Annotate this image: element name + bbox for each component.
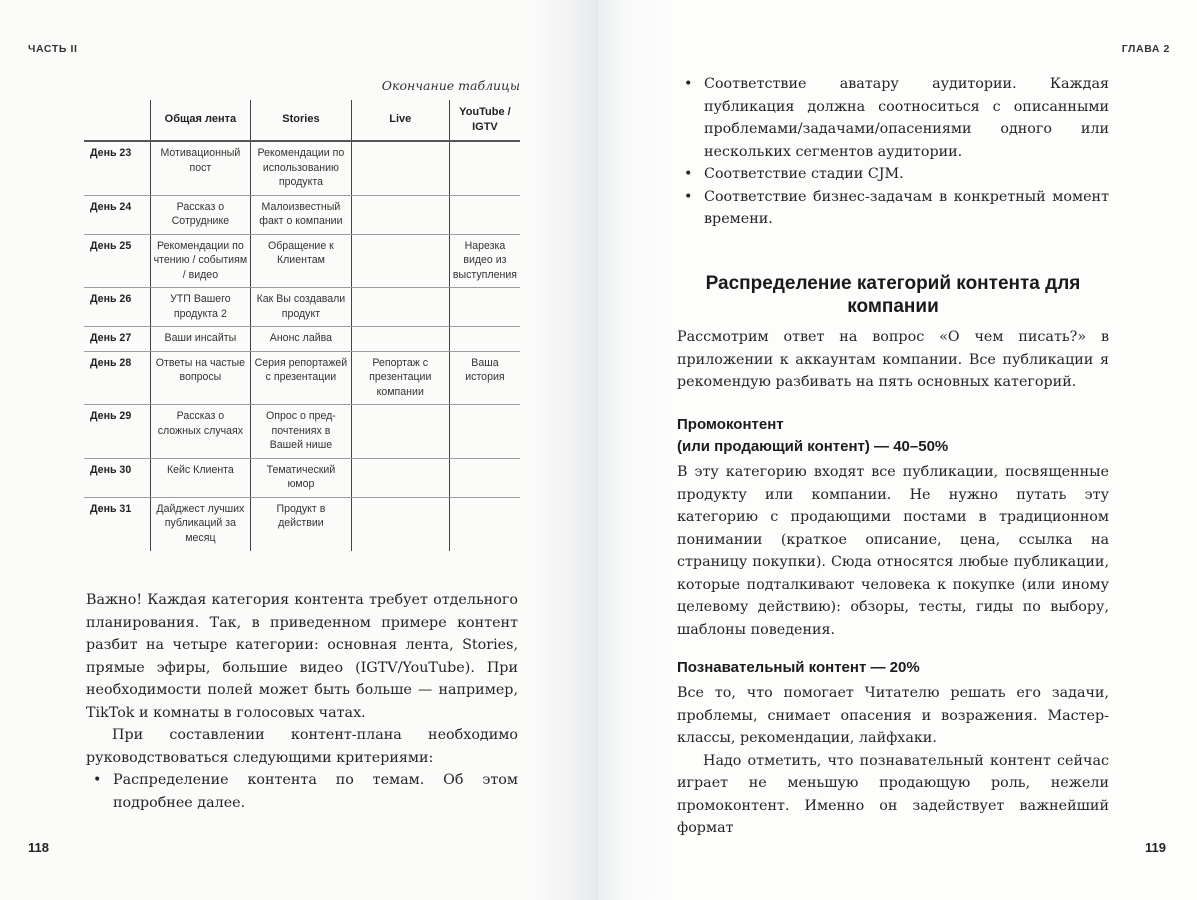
running-head-right: ГЛАВА 2 <box>1121 43 1170 55</box>
page-number-right: 119 <box>1145 840 1166 855</box>
header-feed: Общая лента <box>150 100 251 141</box>
cell-stories: Как Вы создавали продукт <box>251 288 351 327</box>
intro-block <box>677 326 1109 394</box>
cell-live <box>351 195 449 234</box>
cell-day: День 27 <box>84 327 150 352</box>
table-row <box>84 405 520 459</box>
bullet-icon: • <box>93 772 102 788</box>
list-item-text: Соответствие аватару аудитории. Каждая публикация должна соотноситься с описанными проблемами/задачами/опасениями одного или нескольких сегментов аудитории. <box>704 76 1109 160</box>
paragraph-criteria: При составлении контент-плана необходимо руководствоваться следующими критериями: <box>86 727 518 766</box>
paragraph-important: Важно! Каждая категория контента требует отдельного планирования. Так, в приведенном примере контент разбит на четыре категории: основная лента, Stories, прямые эфиры, большие видео (IGTV/YouTube). При необходимости полей может быть больше — например, TikTok и комнаты в голосовых чатах. <box>86 592 518 721</box>
table-row <box>84 234 520 288</box>
cell-stories: Опрос о предпочтениях в Вашей нише <box>251 405 351 459</box>
paragraph-educational: Все то, что помогает Читателю решать его задачи, проблемы, снимает опасения и возражения. Мастер-классы, рекомендации, лайфхаки. <box>677 685 1109 746</box>
cell-feed: Рекомендации по чтению / событиям / видео <box>150 234 251 288</box>
educational-body-block <box>677 682 1109 840</box>
promo-body-block <box>677 461 1109 641</box>
header-live: Live <box>351 100 449 141</box>
list-item-text: Соответствие бизнес-задачам в конкретный момент времени. <box>704 188 1109 227</box>
table-row <box>84 288 520 327</box>
paragraph-intro: Рассмотрим ответ на вопрос «О чем писать?» в приложении к аккаунтам компании. Все публикации я рекомендую разбивать на пять основных категорий. <box>677 329 1109 390</box>
list-item-text: Соответствие стадии CJM. <box>704 166 904 182</box>
list-item <box>677 73 1109 163</box>
left-body-text <box>86 589 518 814</box>
cell-feed: Кейс Клиента <box>150 458 251 497</box>
list-item <box>677 163 1109 186</box>
cell-day: День 29 <box>84 405 150 459</box>
cell-stories: Анонс лайва <box>251 327 351 352</box>
promo-heading-line2: (или продающий контент) — 40–50% <box>677 438 949 455</box>
content-plan-table <box>84 100 520 551</box>
header-day <box>84 100 150 141</box>
cell-stories: Малоизвестный факт о компании <box>251 195 351 234</box>
table-row <box>84 497 520 551</box>
cell-stories: Рекомендации по использованию продукта <box>251 141 351 195</box>
cell-live <box>351 405 449 459</box>
cell-youtube <box>449 497 520 551</box>
cell-day: День 25 <box>84 234 150 288</box>
cell-stories: Обращение к Клиентам <box>251 234 351 288</box>
promo-heading-block <box>677 414 1109 458</box>
cell-stories: Серия репортажей с презентации <box>251 351 351 405</box>
bullet-icon: • <box>684 188 693 205</box>
table-caption: Окончание таблицы <box>381 78 520 93</box>
paragraph-educational-2: Надо отметить, что познавательный контент сейчас играет не меньшую продающую роль, нежели промоконтент. Именно он задействует важнейший формат <box>677 752 1109 836</box>
criteria-list-left <box>86 769 518 814</box>
cell-day: День 28 <box>84 351 150 405</box>
cell-youtube <box>449 327 520 352</box>
list-item <box>86 769 518 814</box>
cell-live <box>351 497 449 551</box>
table-body <box>84 141 520 551</box>
cell-live <box>351 141 449 195</box>
table-header-row <box>84 100 520 141</box>
cell-feed: Рассказ о сложных случаях <box>150 405 251 459</box>
left-page <box>0 0 598 900</box>
section-heading: Распределение категорий контента для компании <box>705 273 1081 317</box>
cell-live <box>351 327 449 352</box>
cell-youtube <box>449 405 520 459</box>
table-row <box>84 458 520 497</box>
cell-youtube <box>449 141 520 195</box>
educational-heading: Познавательный контент — 20% <box>677 659 920 676</box>
cell-feed: Ваши инсайты <box>150 327 251 352</box>
cell-youtube <box>449 195 520 234</box>
cell-day: День 24 <box>84 195 150 234</box>
criteria-list-right <box>677 73 1109 231</box>
list-item <box>677 186 1109 231</box>
bullet-icon: • <box>684 76 693 92</box>
cell-live <box>351 288 449 327</box>
educational-heading-block <box>677 657 1109 679</box>
cell-youtube <box>449 288 520 327</box>
cell-youtube <box>449 458 520 497</box>
cell-live: Репортаж с презентации компании <box>351 351 449 405</box>
cell-day: День 30 <box>84 458 150 497</box>
cell-live <box>351 458 449 497</box>
bullet-icon: • <box>684 166 693 182</box>
table-row <box>84 195 520 234</box>
cell-feed: Ответы на частые вопросы <box>150 351 251 405</box>
cell-live <box>351 234 449 288</box>
promo-heading-line1: Промоконтент <box>677 416 784 433</box>
running-head-left: ЧАСТЬ II <box>28 43 78 55</box>
table-row <box>84 327 520 352</box>
page-number-left: 118 <box>28 840 49 855</box>
list-item-text: Распределение контента по темам. Об этом подробнее далее. <box>113 772 518 811</box>
cell-feed: Дайджест лучших публикаций за месяц <box>150 497 251 551</box>
cell-stories: Продукт в действии <box>251 497 351 551</box>
cell-day: День 26 <box>84 288 150 327</box>
header-stories: Stories <box>251 100 351 141</box>
table-row <box>84 351 520 405</box>
cell-feed: Мотивационный пост <box>150 141 251 195</box>
right-page <box>598 0 1197 900</box>
right-bullets-block <box>677 73 1109 231</box>
cell-youtube: Нарезка видео из выступления <box>449 234 520 288</box>
section-heading-block <box>677 272 1109 318</box>
cell-youtube: Ваша история <box>449 351 520 405</box>
cell-day: День 23 <box>84 141 150 195</box>
paragraph-promo: В эту категорию входят все публикации, посвященные продукту или компании. Не нужно путать эту категорию с продающими постами в традиционном понимании (краткое описание, цена, ссылка на страницу покупки). Сюда относятся любые публикации, которые подталкивают человека к покупке (или иному целевому действию): обзоры, тесты, гиды по выбору, шаблоны поведения. <box>677 464 1109 638</box>
cell-stories: Тематический юмор <box>251 458 351 497</box>
cell-feed: УТП Вашего продукта 2 <box>150 288 251 327</box>
table-row <box>84 141 520 195</box>
header-youtube: YouTube / IGTV <box>449 100 520 141</box>
cell-feed: Рассказ о Сотруднике <box>150 195 251 234</box>
cell-day: День 31 <box>90 502 132 515</box>
